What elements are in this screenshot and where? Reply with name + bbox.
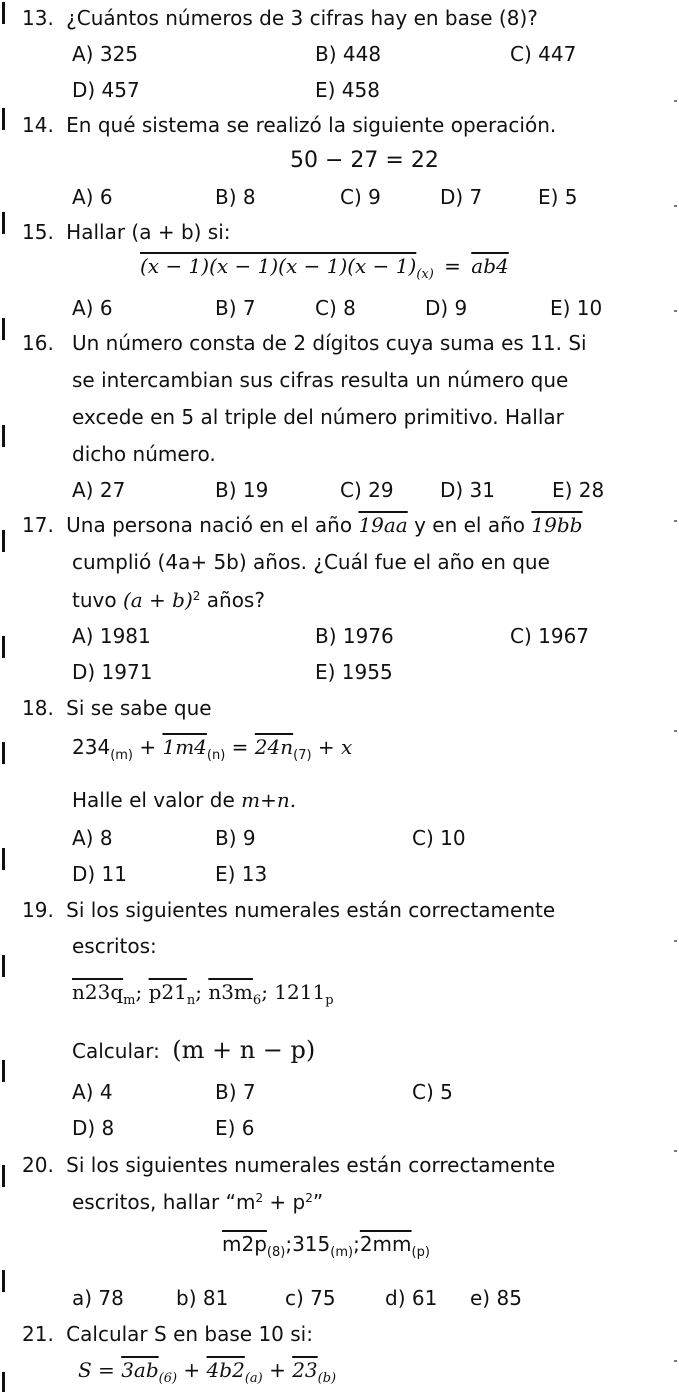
base: (8) [266, 1245, 286, 1260]
edge-mark [674, 1360, 677, 1362]
base: (a) [244, 1371, 263, 1386]
numeral: n23q [72, 980, 124, 1004]
option: d) 61 [385, 1286, 438, 1310]
margin-bar [2, 1165, 5, 1187]
separator: ; [135, 980, 143, 1004]
edge-mark [674, 205, 677, 207]
question-line: excede en 5 al triple del número primitivo. Hallar [72, 405, 564, 429]
year-numeral: 19bb [531, 513, 583, 537]
math-term: + x [317, 735, 353, 759]
option: C) 447 [510, 42, 577, 66]
option: D) 9 [425, 296, 468, 320]
math-term: S = [78, 1358, 115, 1382]
option: E) 458 [315, 78, 380, 102]
numeral-equation [72, 735, 353, 763]
margin-bar [2, 530, 5, 552]
base: (p) [411, 1245, 430, 1260]
option: C) 8 [315, 296, 356, 320]
question-number: 17. [22, 513, 54, 537]
question-text: escritos, hallar “m [72, 1190, 256, 1214]
option: D) 1971 [72, 660, 153, 684]
question-text: Si se sabe que [66, 696, 212, 720]
base: (x) [416, 267, 434, 282]
option: E) 1955 [315, 660, 393, 684]
option: B) 7 [215, 1080, 256, 1104]
numeral: 23 [292, 1358, 318, 1382]
option: E) 5 [538, 185, 578, 209]
option: E) 10 [550, 296, 603, 320]
numeral-lhs: (x − 1)(x − 1)(x − 1)(x − 1) [140, 254, 417, 278]
question-text: Calcular: [72, 1039, 160, 1063]
numeral: ; 1211 [261, 980, 326, 1004]
numeral: m2p [222, 1232, 267, 1256]
option: a) 78 [72, 1286, 124, 1310]
question-19 [22, 900, 555, 920]
question-13 [22, 8, 538, 28]
question-text: Una persona nació en el año [66, 513, 353, 537]
question-number: 18. [22, 696, 54, 720]
question-text: + p [263, 1190, 306, 1214]
option: E) 13 [215, 862, 268, 886]
question-text: Si los siguientes numerales están correctamente [66, 1153, 556, 1177]
separator: ; [353, 1232, 360, 1256]
question-text: En qué sistema se realizó la siguiente operación. [66, 113, 557, 137]
option: C) 1967 [510, 624, 590, 648]
option: B) 448 [315, 42, 382, 66]
numeral-list [222, 1232, 430, 1260]
margin-bar [2, 108, 5, 130]
numeral-equation [140, 254, 509, 282]
separator: ; [195, 980, 202, 1004]
margin-bar [2, 318, 5, 340]
question-14 [22, 115, 556, 135]
margin-bar [2, 1372, 5, 1392]
plus-sign: + [139, 735, 157, 759]
option: C) 10 [412, 826, 466, 850]
question-text: Calcular S en base 10 si: [66, 1322, 313, 1346]
numeral: 3ab [121, 1358, 159, 1382]
question-number: 20. [22, 1153, 54, 1177]
question-text: ¿Cuántos números de 3 cifras hay en base (8)? [66, 6, 538, 30]
option: B) 9 [215, 826, 256, 850]
question-line [72, 1192, 323, 1212]
numeral: 234 [72, 735, 111, 759]
question-line: dicho número. [72, 442, 216, 466]
edge-mark [674, 730, 677, 732]
base: (m) [330, 1245, 354, 1260]
option: c) 75 [285, 1286, 336, 1310]
margin-bar [2, 742, 5, 764]
exponent: 2 [305, 1191, 313, 1205]
base: p [325, 993, 334, 1008]
question-text: Si los siguientes numerales están correctamente [66, 898, 556, 922]
option: B) 7 [215, 296, 256, 320]
question-line: Un número consta de 2 dígitos cuya suma es 11. Si [72, 331, 587, 355]
option: A) 325 [72, 42, 139, 66]
margin-bar [2, 636, 5, 658]
question-18 [22, 698, 212, 718]
question-21 [22, 1324, 313, 1344]
question-line: se intercambian sus cifras resulta un número que [72, 368, 569, 392]
option: C) 9 [340, 185, 381, 209]
question-17 [22, 515, 582, 535]
plus-sign: + [269, 1358, 286, 1382]
option: e) 85 [470, 1286, 522, 1310]
question-number: 21. [22, 1322, 54, 1346]
base: (6) [158, 1371, 178, 1386]
option: b) 81 [176, 1286, 229, 1310]
base: (n) [206, 748, 226, 763]
option: D) 31 [440, 478, 496, 502]
numeral: p21 [148, 980, 187, 1004]
question-number: 15. [22, 220, 54, 244]
question-text: tuvo [72, 588, 117, 612]
question-number: 19. [22, 898, 54, 922]
option: E) 28 [552, 478, 605, 502]
question-20 [22, 1155, 555, 1175]
question-text: y en el año [414, 513, 526, 537]
option: A) 6 [72, 296, 113, 320]
option: D) 7 [440, 185, 483, 209]
option: A) 1981 [72, 624, 151, 648]
question-text: ” [312, 1190, 324, 1214]
numeral: ;315 [285, 1232, 331, 1256]
math-expression: (m + n − p) [172, 1036, 316, 1064]
question-line: escritos: [72, 934, 157, 958]
base: (b) [317, 1371, 337, 1386]
margin-bar [2, 1060, 5, 1082]
numeral-rhs: ab4 [471, 254, 509, 278]
question-15 [22, 222, 231, 242]
equals-sign: = [231, 735, 249, 759]
base: m [123, 993, 136, 1008]
equals-sign: = [444, 254, 461, 278]
margin-bar [2, 425, 5, 447]
question-text: años? [206, 588, 265, 612]
numeral: 1m4 [162, 735, 207, 759]
question-text: Hallar (a + b) si: [66, 220, 231, 244]
year-numeral: 19aa [358, 513, 408, 537]
numeral: n3m [208, 980, 253, 1004]
equation: 50 − 27 = 22 [290, 148, 439, 173]
question-line: cumplió (4a+ 5b) años. ¿Cuál fue el año en que [72, 550, 550, 574]
margin-bar [2, 212, 5, 234]
base: n [186, 993, 196, 1008]
option: C) 5 [412, 1080, 453, 1104]
edge-mark [674, 100, 677, 102]
numeral-list [72, 980, 334, 1008]
option: A) 27 [72, 478, 126, 502]
option: D) 11 [72, 862, 128, 886]
question-line [72, 1038, 315, 1062]
margin-bar [2, 955, 5, 977]
edge-mark [674, 940, 677, 942]
question-number: 14. [22, 113, 54, 137]
option: D) 457 [72, 78, 140, 102]
option: B) 1976 [315, 624, 394, 648]
edge-mark [674, 310, 677, 312]
margin-bar [2, 848, 5, 870]
math-expression: (a + b) [122, 588, 193, 612]
base: (7) [293, 748, 312, 763]
option: D) 8 [72, 1116, 115, 1140]
edge-mark [674, 1150, 677, 1152]
option: A) 8 [72, 826, 113, 850]
numeral: 4b2 [206, 1358, 245, 1382]
numeral: 24n [254, 735, 294, 759]
exponent: 2 [255, 1191, 264, 1205]
question-line [72, 590, 265, 610]
option: A) 4 [72, 1080, 113, 1104]
option: B) 8 [215, 185, 256, 209]
question-line [72, 790, 296, 810]
numeral: 2mm [359, 1232, 412, 1256]
plus-sign: + [183, 1358, 201, 1382]
margin-bar [2, 1270, 5, 1292]
question-number: 16. [22, 331, 54, 355]
option: B) 19 [215, 478, 269, 502]
option: E) 6 [215, 1116, 255, 1140]
math-expression: m+n. [241, 788, 297, 812]
edge-mark [674, 520, 677, 522]
question-number: 13. [22, 6, 54, 30]
exponent: 2 [192, 589, 201, 603]
margin-bar [2, 2, 5, 24]
option: A) 6 [72, 185, 113, 209]
base: 6 [252, 993, 262, 1008]
numeral-equation [78, 1358, 337, 1386]
base: (m) [110, 748, 133, 763]
option: C) 29 [340, 478, 394, 502]
question-text: Halle el valor de [72, 788, 235, 812]
